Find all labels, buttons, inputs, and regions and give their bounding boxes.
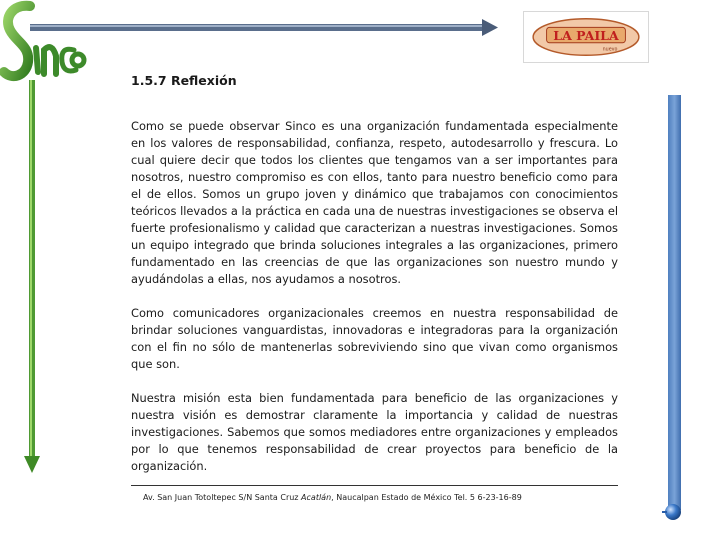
brand-logo-subtext: nuevo	[602, 47, 618, 53]
footer-address	[143, 493, 522, 502]
footer-divider	[131, 485, 618, 486]
section-heading: 1.5.7 Reflexión	[131, 73, 237, 88]
blue-sphere-icon	[662, 501, 684, 523]
right-decorative-bar	[668, 95, 681, 510]
vertical-arrow-icon	[22, 80, 42, 475]
footer-address-part1: Av. San Juan Totoltepec S/N Santa Cruz	[143, 493, 302, 502]
paragraph-3: Nuestra misión esta bien fundamentada para beneficio de las organizaciones y nuestra visión es demostrar claramente la importancia y calidad de nuestras investigaciones. Sabemos que somos mediadores entre organizaciones y empleados por lo que tenemos responsabilidad de crear proyectos para beneficio de la organización.	[131, 391, 618, 473]
footer-address-italic: Acatlán	[301, 493, 332, 502]
paragraph-2: Como comunicadores organizacionales creemos en nuestra responsabilidad de brindar soluciones vanguardistas, innovadoras e integradoras para la organización con el fin no sólo de mantenerlas sobreviviendo sino que vivan como organismos que son.	[131, 306, 618, 371]
footer-address-part2: , Naucalpan Estado de México Tel. 5 6-23-16-89	[331, 493, 522, 502]
paragraph-1: Como se puede observar Sinco es una organización fundamentada especialmente en los valores de responsabilidad, confianza, respeto, autodesarrollo y frescura. Lo cual quiere decir que todos los clientes que tengamos van a ser importantes para nosotros, nuestro compromiso es con ellos, tanto para nuestro beneficio como para el de ellos. Somos un grupo joven y dinámico que trabajamos con conocimientos teóricos llevados a la práctica en cada una de nuestras investigaciones se observa el fuerte profesionalismo y calidad que caracterizan a nuestras investigaciones. Somos un equipo integrado que brinda soluciones integrales a las organizaciones, primero fundamentado en las creencias de que las organizaciones son nuestro mundo y ayudándolas a ellas, nos ayudamos a nosotros.	[131, 119, 618, 286]
document-body	[131, 118, 618, 492]
brand-logo-text: LA PAILA	[553, 27, 619, 43]
la-paila-logo	[523, 11, 649, 63]
header-arrow-icon	[30, 16, 500, 40]
